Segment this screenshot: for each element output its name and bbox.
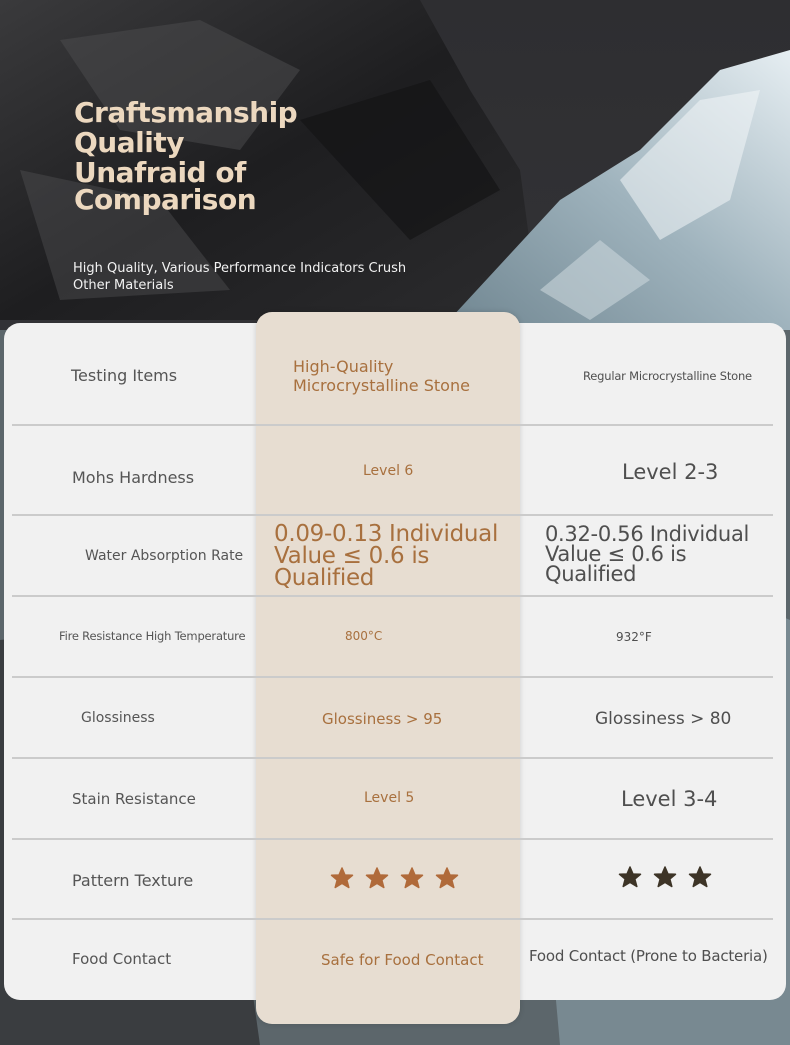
row-high-value: Safe for Food Contact (321, 951, 484, 969)
row-divider (12, 838, 773, 840)
star-icon (653, 865, 677, 889)
row-divider (12, 918, 773, 920)
row-item-label: Mohs Hardness (72, 468, 195, 487)
hero-title (74, 96, 298, 216)
row-divider (12, 595, 773, 597)
row-item-label: Stain Resistance (72, 790, 196, 808)
row-regular-value: Glossiness > 80 (595, 709, 732, 729)
star-icon (688, 865, 712, 889)
row-high-value: Glossiness > 95 (322, 710, 443, 728)
row-item-label: Fire Resistance High Temperature (59, 629, 246, 643)
hero-title-line: Quality (74, 126, 184, 159)
row-item-label: Water Absorption Rate (85, 548, 244, 564)
row-item-label: Glossiness (81, 710, 155, 726)
row-regular-value: Food Contact (Prone to Bacteria) (529, 947, 768, 965)
row-divider (12, 424, 773, 426)
row-divider (12, 757, 773, 759)
star-icon (400, 866, 424, 890)
high-star-rating (330, 866, 470, 890)
row-item-label: Pattern Texture (72, 871, 194, 890)
row-high-value: 0.09-0.13 Individual Value ≤ 0.6 is Qualified (274, 521, 499, 591)
star-icon (618, 865, 642, 889)
header-regular: Regular Microcrystalline Stone (583, 369, 752, 383)
row-item-label: Food Contact (72, 950, 172, 968)
row-high-value: Level 5 (364, 790, 415, 806)
hero-title-line: Unafraid of (74, 156, 246, 189)
row-high-value: 800°C (345, 629, 383, 643)
row-regular-value: 932°F (616, 630, 652, 644)
regular-star-rating (618, 865, 723, 889)
row-regular-value: Level 3-4 (621, 787, 718, 811)
star-icon (330, 866, 354, 890)
row-regular-value: Level 2-3 (622, 460, 719, 484)
hero-subtitle: High Quality, Various Performance Indicators Crush Other Materials (73, 261, 407, 293)
row-divider (12, 514, 773, 516)
hero-title-line: Comparison (74, 183, 257, 216)
header-high-quality: High-Quality Microcrystalline Stone (293, 357, 470, 395)
header-testing-items: Testing Items (71, 366, 178, 385)
star-icon (435, 866, 459, 890)
row-high-value: Level 6 (363, 463, 414, 479)
row-divider (12, 676, 773, 678)
row-regular-value: 0.32-0.56 Individual Value ≤ 0.6 is Qualified (545, 522, 750, 586)
hero-title-line: Craftsmanship (74, 96, 298, 129)
star-icon (365, 866, 389, 890)
